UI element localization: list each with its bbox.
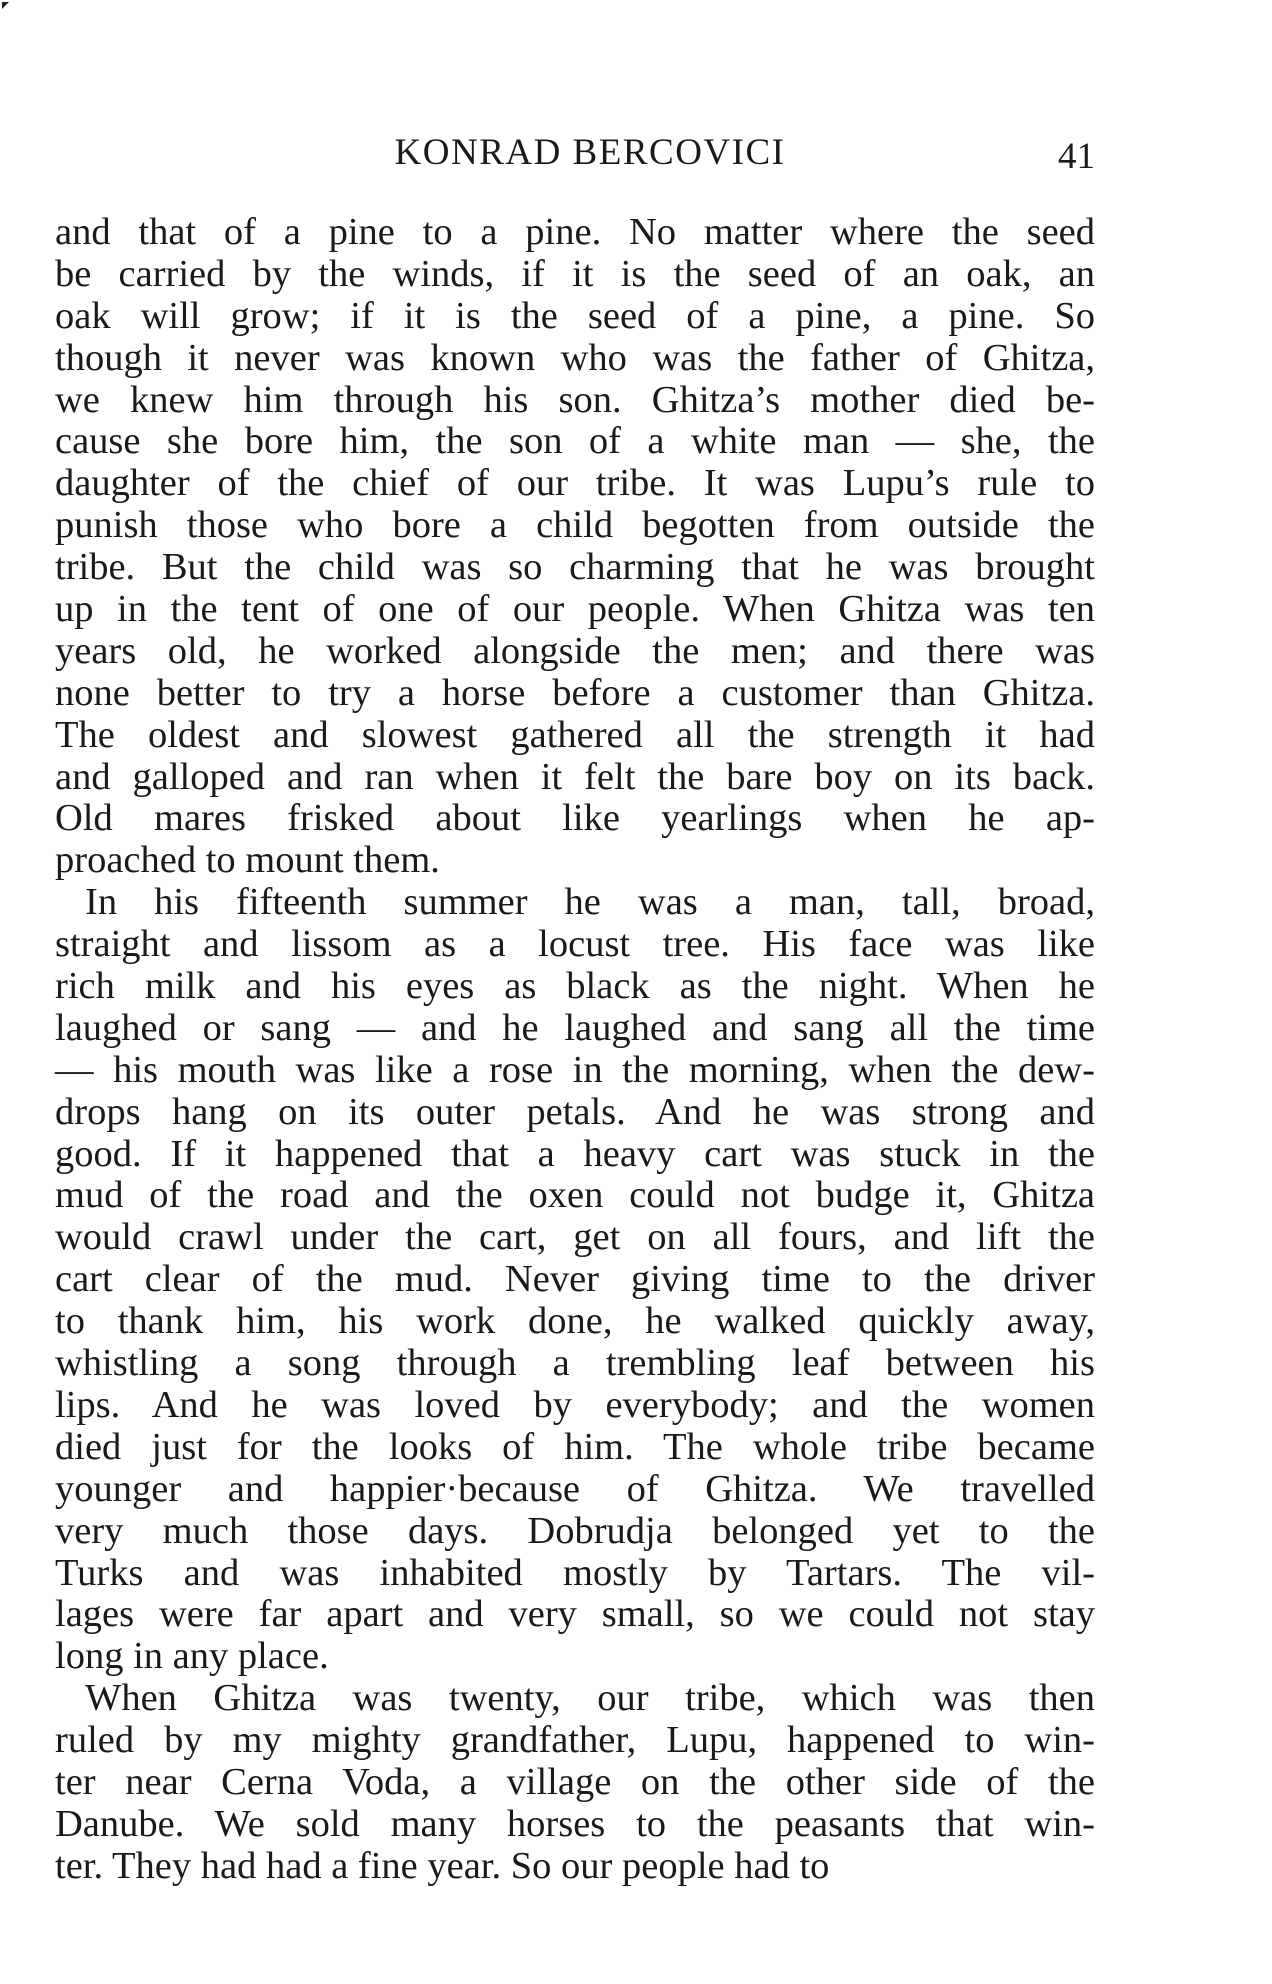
text-line: straight and lissom as a locust tree. His face was like: [55, 923, 1095, 966]
paragraph: [55, 1678, 1095, 1887]
text-line: Danube. We sold many horses to the peasants that win-: [55, 1802, 1095, 1845]
text-line: good. If it happened that a heavy cart was stuck in the: [55, 1132, 1095, 1175]
text-line: oak will grow; if it is the seed of a pine, a pine. So: [55, 294, 1095, 337]
text-line: died just for the looks of him. The whole tribe became: [55, 1425, 1095, 1468]
text-line: whistling a song through a trembling leaf between his: [55, 1342, 1095, 1385]
text-line: long in any place.: [55, 1635, 329, 1678]
paragraph: [55, 882, 1095, 1678]
text-line: and galloped and ran when it felt the bare boy on its back.: [55, 755, 1095, 798]
text-line: to thank him, his work done, he walked quickly away,: [55, 1300, 1095, 1343]
text-line: years old, he worked alongside the men; and there was: [55, 629, 1095, 672]
text-line: lages were far apart and very small, so we could not stay: [55, 1593, 1095, 1636]
text-line: When Ghitza was twenty, our tribe, which was then: [85, 1677, 1095, 1720]
page-number: 41: [1058, 136, 1095, 177]
text-line: would crawl under the cart, get on all fours, and lift the: [55, 1216, 1095, 1259]
text-line: tribe. But the child was so charming that he was brought: [55, 546, 1095, 589]
text-line: be carried by the winds, if it is the seed of an oak, an: [55, 252, 1095, 295]
text-line: up in the tent of one of our people. When Ghitza was ten: [55, 588, 1095, 631]
paragraph: [55, 212, 1095, 882]
text-line: lips. And he was loved by everybody; and the women: [55, 1383, 1095, 1426]
text-line: — his mouth was like a rose in the morning, when the dew-: [55, 1048, 1095, 1091]
text-line: younger and happier·because of Ghitza. We travelled: [55, 1467, 1095, 1510]
text-line: none better to try a horse before a customer than Ghitza.: [55, 671, 1095, 714]
text-line: very much those days. Dobrudja belonged yet to the: [55, 1509, 1095, 1552]
text-line: ter. They had had a fine year. So our people had to: [55, 1844, 830, 1887]
text-line: cart clear of the mud. Never giving time to the driver: [55, 1258, 1095, 1301]
text-line: cause she bore him, the son of a white man — she, the: [55, 420, 1095, 463]
text-line: In his fifteenth summer he was a man, tall, broad,: [85, 881, 1095, 924]
text-line: Turks and was inhabited mostly by Tartars. The vil-: [55, 1551, 1095, 1594]
text-line: drops hang on its outer petals. And he was strong and: [55, 1090, 1095, 1133]
text-line: ter near Cerna Voda, a village on the other side of the: [55, 1760, 1095, 1803]
text-line: The oldest and slowest gathered all the strength it had: [55, 713, 1095, 756]
text-line: mud of the road and the oxen could not budge it, Ghitza: [55, 1174, 1095, 1217]
text-line: daughter of the chief of our tribe. It was Lupu’s rule to: [55, 462, 1095, 505]
body-text: [55, 212, 1095, 1888]
running-title: KONRAD BERCOVICI: [394, 132, 786, 173]
text-line: ruled by my mighty grandfather, Lupu, happened to win-: [55, 1719, 1095, 1762]
text-line: Old mares frisked about like yearlings when he ap-: [55, 797, 1095, 840]
text-line: rich milk and his eyes as black as the night. When he: [55, 965, 1095, 1008]
scan-corner-mark: [2, 2, 9, 9]
running-head: [85, 130, 1095, 176]
text-line: though it never was known who was the father of Ghitza,: [55, 336, 1095, 379]
text-line: we knew him through his son. Ghitza’s mother died be-: [55, 378, 1095, 421]
text-line: and that of a pine to a pine. No matter where the seed: [55, 211, 1095, 253]
text-line: laughed or sang — and he laughed and sang all the time: [55, 1006, 1095, 1049]
text-line: punish those who bore a child begotten from outside the: [55, 504, 1095, 547]
text-line: proached to mount them.: [55, 839, 440, 882]
